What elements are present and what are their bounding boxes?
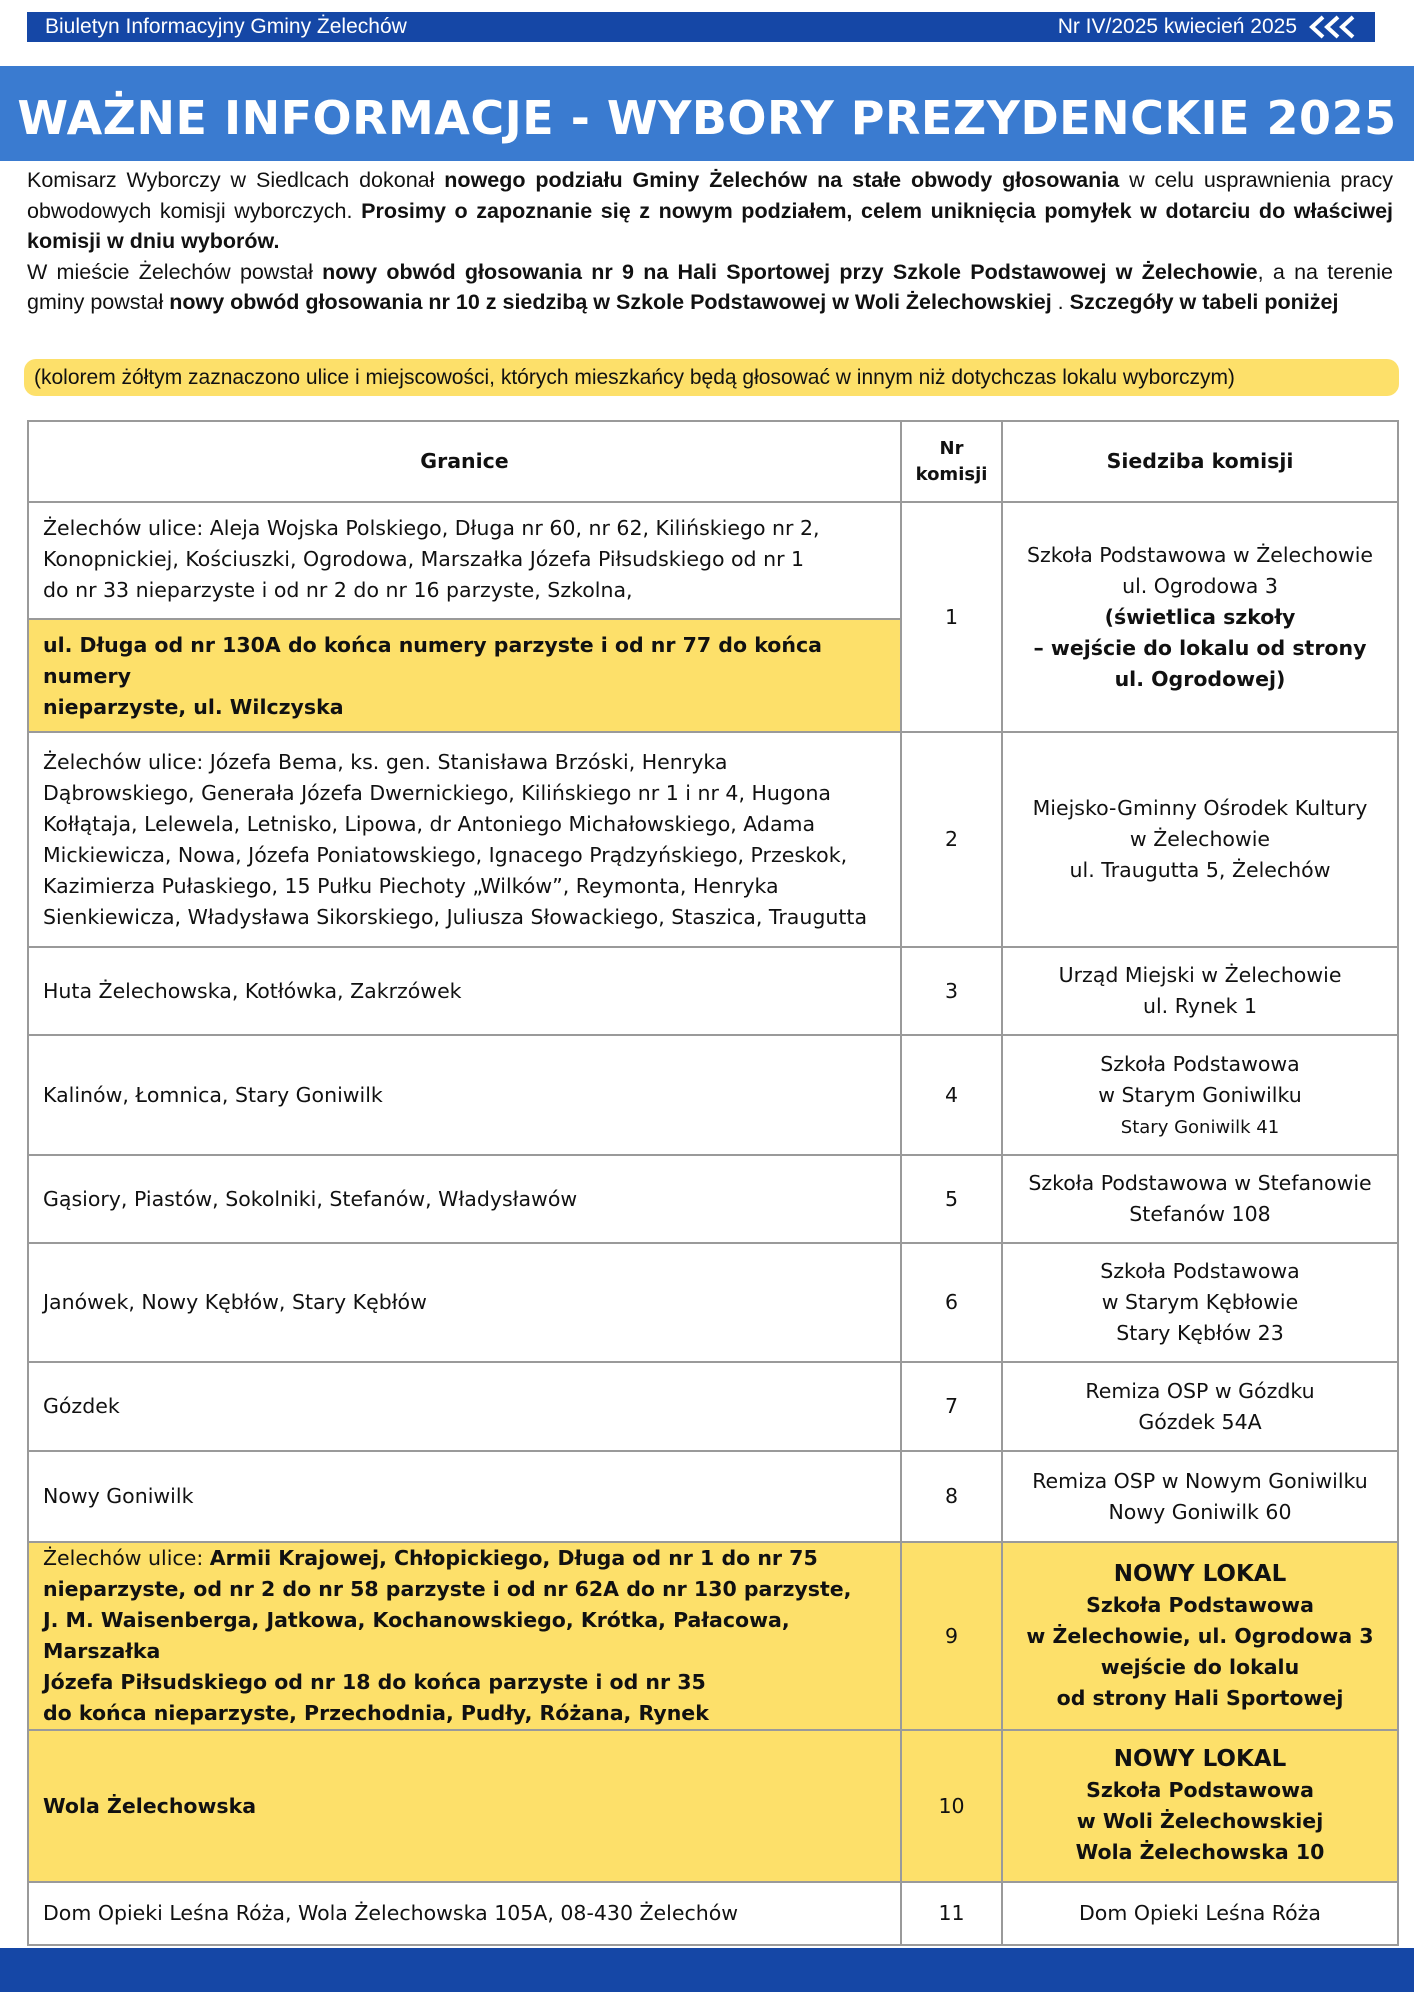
granice-cell [28, 1542, 901, 1730]
siedziba-cell [1002, 1730, 1398, 1882]
nr-cell: 7 [901, 1362, 1002, 1451]
granice-unchanged [29, 503, 900, 620]
siedziba-line: Remiza OSP w Nowym Goniwilku [1032, 1468, 1368, 1493]
granice-line: nieparzyste, ul. Wilczyska [43, 695, 344, 719]
header-nr-line: Nr [939, 437, 964, 459]
title-banner [0, 66, 1414, 161]
granice-cell: Janówek, Nowy Kębłów, Stary Kębłów [28, 1243, 901, 1362]
siedziba-line: Remiza OSP w Gózdku [1085, 1378, 1315, 1403]
siedziba-line: Nowy Goniwilk 60 [1108, 1499, 1292, 1524]
granice-cell [28, 732, 901, 947]
table-row [28, 502, 1398, 732]
siedziba-line: Miejsko-Gminny Ośrodek Kultury [1032, 796, 1368, 820]
nr-cell: 6 [901, 1243, 1002, 1362]
new-location-label: NOWY LOKAL [1113, 1560, 1287, 1587]
siedziba-cell: Dom Opieki Leśna Róża [1002, 1882, 1398, 1945]
siedziba-line: Szkoła Podstawowa [1086, 1778, 1314, 1802]
footer-bar [0, 1948, 1414, 1992]
siedziba-line: Urząd Miejski w Żelechowie [1058, 963, 1342, 987]
nr-cell: 2 [901, 732, 1002, 947]
intro-bold-span: Prosimy o zapoznanie się z nowym podziałem, celem uniknięcia pomyłek w dotarciu do właściwej komisji w dniu wyborów. [27, 198, 1393, 253]
intro-text-span: Komisarz Wyborczy w Siedlcach dokonał [27, 168, 445, 192]
header-siedziba: Siedziba komisji [1002, 421, 1398, 502]
granice-cell: Wola Żelechowska [28, 1730, 901, 1882]
header-nr-komisji [901, 421, 1002, 502]
siedziba-cell [1002, 1155, 1398, 1243]
intro-text-span: W mieście Żelechów powstał [27, 259, 323, 284]
siedziba-cell [1002, 947, 1398, 1035]
granice-line: Mickiewicza, Nowa, Józefa Poniatowskiego, Ignacego Prądzyńskiego, Przeskok, [43, 842, 848, 867]
siedziba-line: Wola Żelechowska 10 [1075, 1840, 1325, 1864]
triple-chevron-left-icon [1307, 15, 1363, 39]
siedziba-line: w Żelechowie [1129, 827, 1271, 851]
table-row [28, 1451, 1398, 1542]
siedziba-line: ul. Traugutta 5, Żelechów [1069, 858, 1331, 882]
granice-line: do nr 33 nieparzyste i od nr 2 do nr 16 parzyste, Szkolna, [43, 578, 633, 602]
siedziba-line: – wejście do lokalu od strony [1033, 635, 1367, 660]
header-granice: Granice [28, 421, 901, 502]
granice-cell: Nowy Goniwilk [28, 1451, 901, 1542]
intro-text-span: . [1051, 290, 1070, 314]
table-row [28, 1882, 1398, 1945]
new-location-label: NOWY LOKAL [1113, 1746, 1287, 1772]
granice-cell: Huta Żelechowska, Kotłówka, Zakrzówek [28, 947, 901, 1035]
granice-cell: Kalinów, Łomnica, Stary Goniwilk [28, 1035, 901, 1155]
intro-bold-span: nowy obwód głosowania nr 9 na Hali Sportowej przy Szkole Podstawowej w Żelechowie [322, 259, 1258, 284]
yellow-highlight-note: (kolorem żółtym zaznaczono ulice i miejscowości, których mieszkańcy będą głosować w innym niż dotychczas lokalu wyborczym) [24, 359, 1399, 396]
siedziba-cell [1002, 1362, 1398, 1451]
siedziba-line: od strony Hali Sportowej [1056, 1685, 1344, 1710]
intro-bold-span: nowego podziału Gminy Żelechów na stałe obwody głosowania [444, 168, 1120, 192]
nr-cell: 11 [901, 1882, 1002, 1945]
siedziba-cell [1002, 1451, 1398, 1542]
siedziba-line: Szkoła Podstawowa [1086, 1592, 1314, 1617]
table-row [28, 1362, 1398, 1451]
siedziba-line: w Woli Żelechowskiej [1076, 1809, 1324, 1833]
voting-districts-table [27, 420, 1399, 1946]
table-row [28, 1730, 1398, 1882]
nr-cell: 4 [901, 1035, 1002, 1155]
table-row [28, 1542, 1398, 1730]
siedziba-line: Gózdek 54A [1138, 1409, 1262, 1434]
granice-line: Dąbrowskiego, Generała Józefa Dwernickiego, Kilińskiego nr 1 i nr 4, Hugona [43, 780, 831, 805]
granice-line: do końca nieparzyste, Przechodnia, Pudły, Różana, Rynek [43, 1701, 709, 1725]
intro-bold-span: nowy obwód głosowania nr 10 z siedzibą w Szkole Podstawowej w Woli Żelechowskiej [169, 290, 1052, 314]
intro-paragraph-1 [27, 165, 1393, 257]
granice-changed-highlight [29, 620, 900, 731]
nr-cell: 5 [901, 1155, 1002, 1243]
siedziba-cell [1002, 1542, 1398, 1730]
table-row [28, 1035, 1398, 1155]
siedziba-line: ul. Ogrodowej) [1114, 666, 1286, 691]
siedziba-line: Stefanów 108 [1129, 1202, 1271, 1226]
granice-line: Armii Krajowej, Chłopickiego, Długa od nr 1 do nr 75 [209, 1546, 818, 1570]
table-row [28, 732, 1398, 947]
granice-cell: Dom Opieki Leśna Róża, Wola Żelechowska 105A, 08-430 Żelechów [28, 1882, 901, 1945]
granice-line: Żelechów ulice: Aleja Wojska Polskiego, Długa nr 60, nr 62, Kilińskiego nr 2, [43, 516, 820, 540]
granice-line: nieparzyste, od nr 2 do nr 58 parzyste i od nr 62A do nr 130 parzyste, [43, 1577, 852, 1601]
siedziba-line: Stary Kębłów 23 [1116, 1321, 1284, 1345]
siedziba-cell [1002, 502, 1398, 732]
granice-line: Kołłątaja, Lelewela, Letnisko, Lipowa, dr Antoniego Michałowskiego, Adama [43, 811, 816, 836]
granice-prefix: Żelechów ulice: [43, 1546, 210, 1570]
table-header-row [28, 421, 1398, 502]
nr-cell: 3 [901, 947, 1002, 1035]
nr-cell: 1 [901, 502, 1002, 732]
siedziba-cell [1002, 732, 1398, 947]
granice-line: J. M. Waisenberga, Jatkowa, Kochanowskiego, Krótka, Pałacowa, Marszałka [43, 1608, 790, 1663]
siedziba-line: Szkoła Podstawowa w Żelechowie [1026, 542, 1374, 567]
bulletin-header-bar [27, 12, 1375, 42]
granice-cell [28, 502, 901, 732]
granice-line: Józefa Piłsudskiego od nr 18 do końca parzyste i od nr 35 [43, 1670, 706, 1694]
siedziba-line: Stary Goniwilk 41 [1120, 1116, 1280, 1138]
intro-text-span: w celu usprawnienia pracy obwodowych komisji wyborczych. [27, 168, 1393, 223]
granice-line: Sienkiewicza, Władysława Sikorskiego, Juliusza Słowackiego, Staszica, Traugutta [43, 904, 868, 929]
granice-line: ul. Długa od nr 130A do końca numery parzyste i od nr 77 do końca numery [43, 633, 822, 688]
granice-cell: Gózdek [28, 1362, 901, 1451]
siedziba-cell [1002, 1035, 1398, 1155]
granice-line: Konopnickiej, Kościuszki, Ogrodowa, Marszałka Józefa Piłsudskiego od nr 1 [43, 547, 805, 571]
granice-cell: Gąsiory, Piastów, Sokolniki, Stefanów, Władysławów [28, 1155, 901, 1243]
siedziba-line: w Żelechowie, ul. Ogrodowa 3 [1026, 1623, 1374, 1648]
intro-text-span: , a na terenie gminy powstał [27, 259, 1393, 314]
bulletin-title: Biuletyn Informacyjny Gminy Żelechów [45, 15, 407, 38]
intro-bold-span: Szczegóły w tabeli poniżej [1069, 290, 1339, 314]
siedziba-cell [1002, 1243, 1398, 1362]
nr-cell: 10 [901, 1730, 1002, 1882]
granice-line: Żelechów ulice: Józefa Bema, ks. gen. Stanisława Brzóski, Henryka [43, 749, 728, 774]
siedziba-line: ul. Ogrodowa 3 [1122, 573, 1278, 598]
header-nr-line: komisji [915, 463, 988, 485]
siedziba-line: w Starym Goniwilku [1098, 1082, 1302, 1107]
siedziba-line: Szkoła Podstawowa [1100, 1259, 1300, 1283]
intro-text [27, 165, 1393, 318]
table-row [28, 1243, 1398, 1362]
nr-cell: 8 [901, 1451, 1002, 1542]
table-row [28, 1155, 1398, 1243]
siedziba-line: Szkoła Podstawowa [1100, 1051, 1300, 1076]
intro-paragraph-2 [27, 257, 1393, 318]
siedziba-line: ul. Rynek 1 [1142, 994, 1257, 1018]
page-title: WAŻNE INFORMACJE - WYBORY PREZYDENCKIE 2025 [17, 91, 1397, 145]
siedziba-line: Szkoła Podstawowa w Stefanowie [1028, 1171, 1372, 1195]
siedziba-line: wejście do lokalu [1100, 1654, 1300, 1679]
siedziba-line: (świetlica szkoły [1104, 604, 1296, 629]
siedziba-line: w Starym Kębłowie [1101, 1290, 1299, 1314]
nr-cell: 9 [901, 1542, 1002, 1730]
granice-line: Kazimierza Pułaskiego, 15 Pułku Piechoty „Wilków”, Reymonta, Henryka [43, 873, 779, 898]
issue-number: Nr IV/2025 kwiecień 2025 [1057, 15, 1297, 38]
table-row [28, 947, 1398, 1035]
